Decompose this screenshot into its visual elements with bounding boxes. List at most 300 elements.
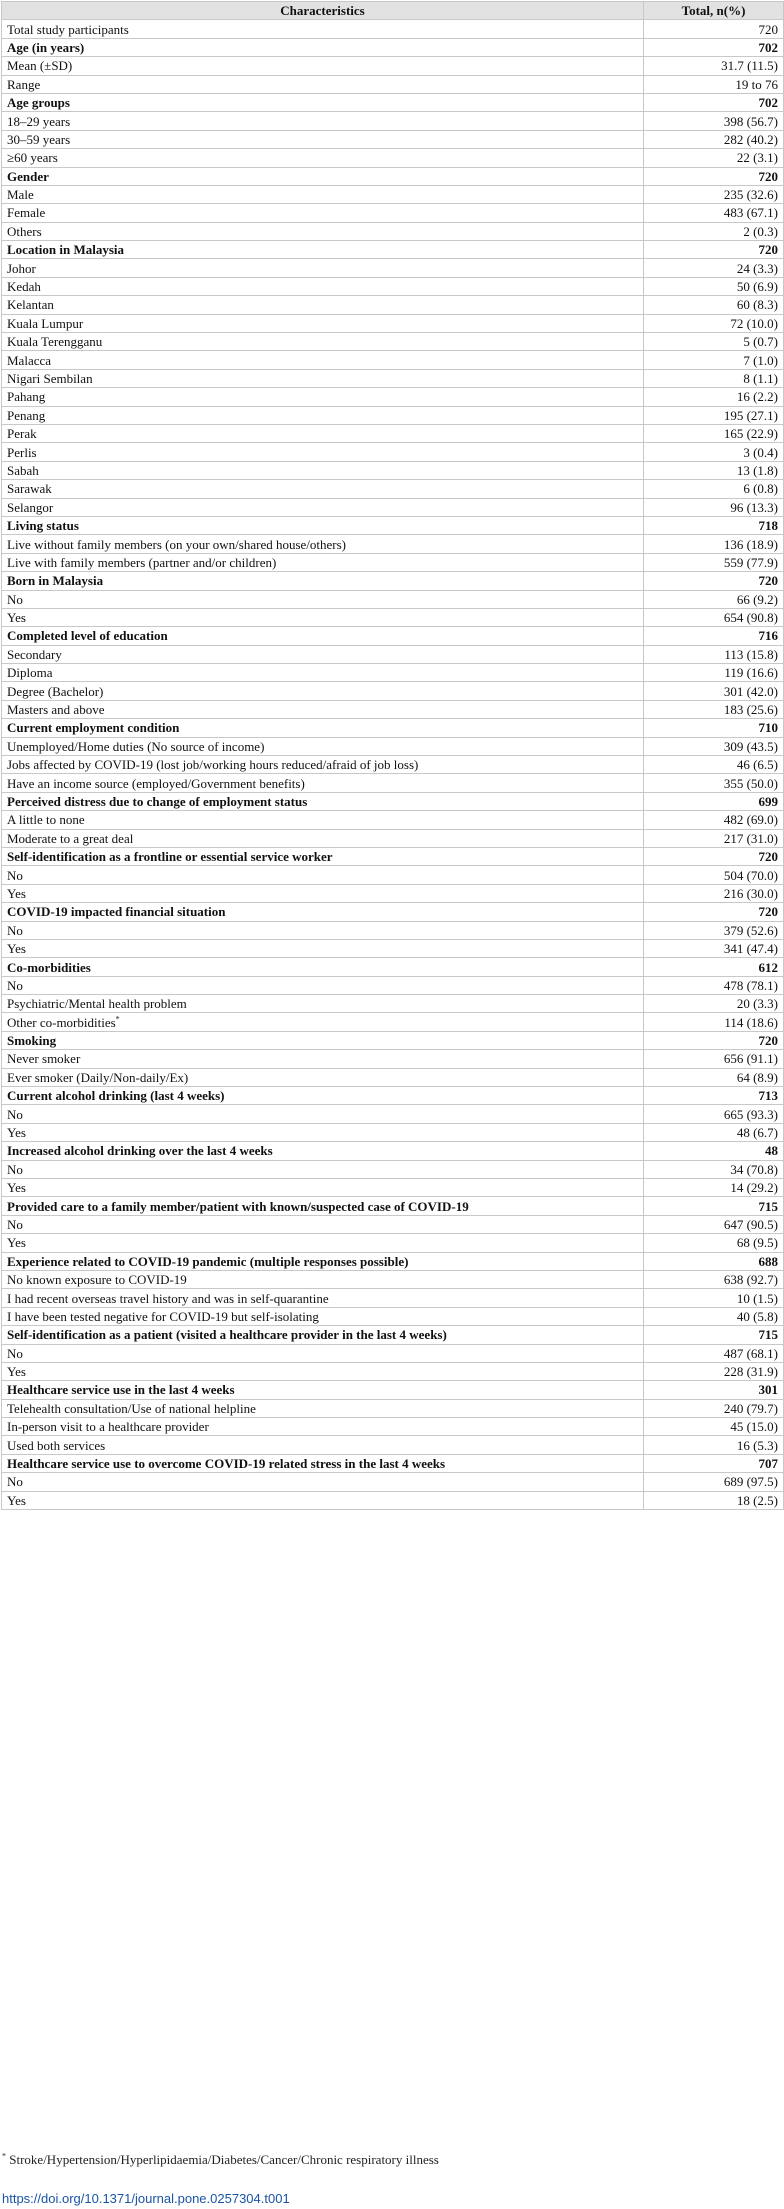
- row-label-text: Born in Malaysia: [7, 573, 104, 589]
- table-row: [2, 406, 784, 424]
- table-section-row: [2, 1197, 784, 1215]
- row-value: 715: [644, 1326, 784, 1344]
- row-value: 45 (15.0): [644, 1418, 784, 1436]
- row-label: [2, 424, 644, 442]
- row-label-text: Self-identification as a patient (visited a healthcare provider in the last 4 weeks): [7, 1327, 447, 1343]
- row-label: [2, 461, 644, 479]
- row-label: [2, 1491, 644, 1509]
- table-section-row: [2, 1381, 784, 1399]
- table-row: [2, 1013, 784, 1031]
- table-row: [2, 1436, 784, 1454]
- table-row: [2, 811, 784, 829]
- row-value: 13 (1.8): [644, 461, 784, 479]
- row-label: [2, 1473, 644, 1491]
- row-label: [2, 1142, 644, 1160]
- table-row: [2, 333, 784, 351]
- row-label-text: Smoking: [7, 1033, 57, 1049]
- row-label-text: No: [7, 591, 23, 607]
- row-label: [2, 1068, 644, 1086]
- row-label-text: No: [7, 1345, 23, 1361]
- row-label-text: Age groups: [7, 95, 70, 111]
- table-section-row: [2, 38, 784, 56]
- row-label: [2, 241, 644, 259]
- row-label-text: Live without family members (on your own/shared house/others): [7, 536, 347, 552]
- row-label-text: Yes: [7, 1235, 26, 1251]
- row-value: 60 (8.3): [644, 296, 784, 314]
- row-label: [2, 388, 644, 406]
- row-label: [2, 921, 644, 939]
- row-label: [2, 1013, 644, 1031]
- row-label-text: Female: [7, 205, 46, 221]
- row-value: 301: [644, 1381, 784, 1399]
- row-label: [2, 774, 644, 792]
- row-value: 398 (56.7): [644, 112, 784, 130]
- row-label: [2, 756, 644, 774]
- table-row: [2, 1105, 784, 1123]
- table-row: [2, 1160, 784, 1178]
- row-label-text: Telehealth consultation/Use of national helpline: [7, 1400, 256, 1416]
- row-label-text: Yes: [7, 1364, 26, 1380]
- row-label-text: Pahang: [7, 389, 46, 405]
- row-value: 3 (0.4): [644, 443, 784, 461]
- row-value: 228 (31.9): [644, 1362, 784, 1380]
- table-row: [2, 259, 784, 277]
- table-row: [2, 664, 784, 682]
- row-value: 40 (5.8): [644, 1307, 784, 1325]
- row-label: [2, 1160, 644, 1178]
- row-label-text: A little to none: [7, 812, 85, 828]
- row-value: 720: [644, 847, 784, 865]
- row-label-text: Range: [7, 76, 41, 92]
- table-section-row: [2, 958, 784, 976]
- table-row: [2, 939, 784, 957]
- row-label-text: Completed level of education: [7, 628, 168, 644]
- row-value: 654 (90.8): [644, 608, 784, 626]
- row-label: [2, 645, 644, 663]
- row-label-text: Sarawak: [7, 481, 52, 497]
- row-label: [2, 277, 644, 295]
- table-row: [2, 461, 784, 479]
- row-value: 16 (2.2): [644, 388, 784, 406]
- row-label-text: Kuala Lumpur: [7, 315, 84, 331]
- row-value: 6 (0.8): [644, 480, 784, 498]
- row-label-text: Total study participants: [7, 21, 129, 37]
- row-value: 18 (2.5): [644, 1491, 784, 1509]
- row-label: [2, 1197, 644, 1215]
- row-label-text: No: [7, 977, 23, 993]
- row-label-text: Masters and above: [7, 702, 105, 718]
- table-section-row: [2, 903, 784, 921]
- table-section-row: [2, 627, 784, 645]
- footnote-marker: *: [2, 2151, 6, 2161]
- row-label-text: Living status: [7, 518, 79, 534]
- row-label-text: Male: [7, 187, 34, 203]
- row-value: 34 (70.8): [644, 1160, 784, 1178]
- row-label-text: No: [7, 922, 23, 938]
- row-label-text: Self-identification as a frontline or essential service worker: [7, 849, 333, 865]
- row-value: 720: [644, 572, 784, 590]
- row-label: [2, 185, 644, 203]
- row-label-text: Johor: [7, 260, 36, 276]
- row-label-text: Sabah: [7, 462, 39, 478]
- row-value: 136 (18.9): [644, 535, 784, 553]
- row-label-text: Ever smoker (Daily/Non-daily/Ex): [7, 1069, 189, 1085]
- table-row: [2, 1289, 784, 1307]
- table-section-row: [2, 241, 784, 259]
- row-value: 119 (16.6): [644, 664, 784, 682]
- row-label-text: Penang: [7, 407, 46, 423]
- table-section-row: [2, 1087, 784, 1105]
- row-value: 240 (79.7): [644, 1399, 784, 1417]
- row-label-text: Yes: [7, 1492, 26, 1508]
- table-row: [2, 700, 784, 718]
- row-label: [2, 1270, 644, 1288]
- row-value: 379 (52.6): [644, 921, 784, 939]
- table-row: [2, 608, 784, 626]
- row-value: 483 (67.1): [644, 204, 784, 222]
- row-label: [2, 535, 644, 553]
- row-label-text: Psychiatric/Mental health problem: [7, 996, 187, 1012]
- row-value: 2 (0.3): [644, 222, 784, 240]
- row-label-text: No: [7, 867, 23, 883]
- row-value: 195 (27.1): [644, 406, 784, 424]
- row-label: [2, 553, 644, 571]
- row-label-text: Other co-morbidities: [7, 1014, 116, 1030]
- row-value: 715: [644, 1197, 784, 1215]
- row-label-text: 18–29 years: [7, 113, 71, 129]
- table-row: [2, 682, 784, 700]
- table-row: [2, 277, 784, 295]
- row-label-text: ≥60 years: [7, 150, 58, 166]
- row-label-text: Co-morbidities: [7, 959, 91, 975]
- table-body: [2, 20, 784, 1510]
- row-value: 702: [644, 93, 784, 111]
- row-label: [2, 1436, 644, 1454]
- row-value: 688: [644, 1252, 784, 1270]
- row-label: [2, 682, 644, 700]
- row-label: [2, 1252, 644, 1270]
- row-label: [2, 314, 644, 332]
- row-label: [2, 75, 644, 93]
- table-row: [2, 1491, 784, 1509]
- row-value: 48 (6.7): [644, 1123, 784, 1141]
- row-label: [2, 664, 644, 682]
- table-row: [2, 1399, 784, 1417]
- row-label: [2, 939, 644, 957]
- table-row: [2, 1123, 784, 1141]
- row-value: 699: [644, 792, 784, 810]
- row-label-text: Used both services: [7, 1437, 106, 1453]
- row-label: [2, 811, 644, 829]
- table-footnote: [2, 2152, 439, 2168]
- table-section-row: [2, 1142, 784, 1160]
- row-label-text: Current alcohol drinking (last 4 weeks): [7, 1088, 225, 1104]
- row-label-text: Perak: [7, 426, 37, 442]
- row-value: 10 (1.5): [644, 1289, 784, 1307]
- row-label-text: Kelantan: [7, 297, 54, 313]
- table-section-row: [2, 1326, 784, 1344]
- table-row: [2, 443, 784, 461]
- row-value: 216 (30.0): [644, 884, 784, 902]
- row-label: [2, 1105, 644, 1123]
- row-value: 656 (91.1): [644, 1050, 784, 1068]
- row-label-text: Kuala Terengganu: [7, 334, 103, 350]
- row-label-text: Age (in years): [7, 39, 85, 55]
- table-row: [2, 1307, 784, 1325]
- row-label: [2, 884, 644, 902]
- row-label-text: Experience related to COVID-19 pandemic (multiple responses possible): [7, 1253, 409, 1269]
- table-row: [2, 222, 784, 240]
- row-label: [2, 1031, 644, 1049]
- table-section-row: [2, 719, 784, 737]
- row-value: 647 (90.5): [644, 1215, 784, 1233]
- table-section-row: [2, 572, 784, 590]
- row-label-text: No: [7, 1161, 23, 1177]
- row-label-text: Malacca: [7, 352, 52, 368]
- table-row: [2, 424, 784, 442]
- row-value: 665 (93.3): [644, 1105, 784, 1123]
- row-label: [2, 20, 644, 38]
- table-row: [2, 590, 784, 608]
- row-label: [2, 112, 644, 130]
- row-label-text: Gender: [7, 168, 49, 184]
- row-label: [2, 1123, 644, 1141]
- table-section-row: [2, 847, 784, 865]
- row-label-text: I had recent overseas travel history and was in self-quarantine: [7, 1290, 329, 1306]
- row-label-text: Moderate to a great deal: [7, 830, 134, 846]
- row-label-text: No: [7, 1106, 23, 1122]
- row-value: 24 (3.3): [644, 259, 784, 277]
- row-label: [2, 1087, 644, 1105]
- row-label: [2, 296, 644, 314]
- row-value: 217 (31.0): [644, 829, 784, 847]
- row-label: [2, 222, 644, 240]
- table-row: [2, 866, 784, 884]
- doi-link[interactable]: https://doi.org/10.1371/journal.pone.0257304.t001: [2, 2191, 290, 2206]
- row-value: 64 (8.9): [644, 1068, 784, 1086]
- row-label: [2, 406, 644, 424]
- row-value: 482 (69.0): [644, 811, 784, 829]
- table-row: [2, 1215, 784, 1233]
- row-value: 301 (42.0): [644, 682, 784, 700]
- row-label: [2, 259, 644, 277]
- row-label-text: I have been tested negative for COVID-19 but self-isolating: [7, 1308, 319, 1324]
- row-label: [2, 1381, 644, 1399]
- row-value: 96 (13.3): [644, 498, 784, 516]
- header-total: Total, n(%): [644, 2, 784, 20]
- row-value: 72 (10.0): [644, 314, 784, 332]
- table-row: [2, 884, 784, 902]
- table-row: [2, 480, 784, 498]
- row-value: 68 (9.5): [644, 1234, 784, 1252]
- row-value: 19 to 76: [644, 75, 784, 93]
- row-label-text: Selangor: [7, 499, 54, 515]
- table-row: [2, 185, 784, 203]
- row-label: [2, 627, 644, 645]
- table-row: [2, 1270, 784, 1288]
- row-label-text: COVID-19 impacted financial situation: [7, 904, 226, 920]
- row-label-text: Others: [7, 223, 42, 239]
- row-label-text: Unemployed/Home duties (No source of income): [7, 738, 265, 754]
- row-value: 309 (43.5): [644, 737, 784, 755]
- row-value: 707: [644, 1454, 784, 1472]
- table-section-row: [2, 1031, 784, 1049]
- row-value: 20 (3.3): [644, 995, 784, 1013]
- row-value: 504 (70.0): [644, 866, 784, 884]
- row-value: 341 (47.4): [644, 939, 784, 957]
- table-row: [2, 535, 784, 553]
- row-value: 5 (0.7): [644, 333, 784, 351]
- table-row: [2, 774, 784, 792]
- table-row: [2, 1068, 784, 1086]
- table-row: [2, 369, 784, 387]
- table-row: [2, 1473, 784, 1491]
- row-label: [2, 958, 644, 976]
- row-label: [2, 1326, 644, 1344]
- row-label: [2, 480, 644, 498]
- table-row: [2, 1234, 784, 1252]
- row-value: 720: [644, 903, 784, 921]
- table-section-row: [2, 93, 784, 111]
- table-row: [2, 976, 784, 994]
- table-row: [2, 1050, 784, 1068]
- row-label: [2, 737, 644, 755]
- row-label: [2, 1418, 644, 1436]
- row-label: [2, 498, 644, 516]
- table-row: [2, 1179, 784, 1197]
- table-row: [2, 130, 784, 148]
- row-label: [2, 38, 644, 56]
- row-label: [2, 866, 644, 884]
- row-value: 22 (3.1): [644, 149, 784, 167]
- row-label-text: No: [7, 1474, 23, 1490]
- table-row: [2, 1418, 784, 1436]
- row-label: [2, 1179, 644, 1197]
- row-label-text: Location in Malaysia: [7, 242, 125, 258]
- row-label: [2, 167, 644, 185]
- row-label-text: Kedah: [7, 279, 41, 295]
- row-value: 720: [644, 20, 784, 38]
- row-label: [2, 351, 644, 369]
- table-row: [2, 204, 784, 222]
- table-row: [2, 829, 784, 847]
- row-value: 16 (5.3): [644, 1436, 784, 1454]
- table-row: [2, 1344, 784, 1362]
- footnote-reference: *: [115, 1014, 120, 1024]
- row-value: 713: [644, 1087, 784, 1105]
- row-label: [2, 829, 644, 847]
- row-value: 559 (77.9): [644, 553, 784, 571]
- row-value: 14 (29.2): [644, 1179, 784, 1197]
- row-value: 46 (6.5): [644, 756, 784, 774]
- row-label-text: Healthcare service use in the last 4 weeks: [7, 1382, 235, 1398]
- row-label-text: No: [7, 1216, 23, 1232]
- row-label: [2, 130, 644, 148]
- row-label-text: Healthcare service use to overcome COVID-19 related stress in the last 4 weeks: [7, 1456, 446, 1472]
- row-label: [2, 149, 644, 167]
- row-label-text: Have an income source (employed/Government benefits): [7, 775, 305, 791]
- row-label: [2, 719, 644, 737]
- row-value: 8 (1.1): [644, 369, 784, 387]
- row-label-text: Jobs affected by COVID-19 (lost job/working hours reduced/afraid of job loss): [7, 757, 419, 773]
- row-label: [2, 1215, 644, 1233]
- row-label-text: Nigari Sembilan: [7, 371, 93, 386]
- table-section-row: [2, 516, 784, 534]
- row-label-text: Increased alcohol drinking over the last 4 weeks: [7, 1143, 273, 1159]
- row-value: 689 (97.5): [644, 1473, 784, 1491]
- row-label: [2, 572, 644, 590]
- footnote-text: Stroke/Hypertension/Hyperlipidaemia/Diabetes/Cancer/Chronic respiratory illness: [9, 2152, 439, 2167]
- row-value: 710: [644, 719, 784, 737]
- table-row: [2, 995, 784, 1013]
- table-row: [2, 314, 784, 332]
- table-header-row: [2, 2, 784, 20]
- row-label-text: Never smoker: [7, 1051, 81, 1067]
- row-label-text: No known exposure to COVID-19: [7, 1272, 187, 1288]
- table-container: [1, 1, 783, 1510]
- row-label-text: Yes: [7, 941, 26, 957]
- table-row: [2, 149, 784, 167]
- row-label: [2, 516, 644, 534]
- row-label-text: Diploma: [7, 665, 53, 681]
- table-row: [2, 75, 784, 93]
- characteristics-table: [1, 1, 784, 1510]
- row-label-text: Live with family members (partner and/or children): [7, 554, 277, 570]
- row-label: [2, 903, 644, 921]
- row-value: 66 (9.2): [644, 590, 784, 608]
- row-value: 720: [644, 167, 784, 185]
- row-label: [2, 57, 644, 75]
- row-value: 355 (50.0): [644, 774, 784, 792]
- row-label: [2, 1307, 644, 1325]
- table-row: [2, 388, 784, 406]
- row-value: 113 (15.8): [644, 645, 784, 663]
- table-row: [2, 1362, 784, 1380]
- row-value: 612: [644, 958, 784, 976]
- row-label: [2, 93, 644, 111]
- row-value: 114 (18.6): [644, 1013, 784, 1031]
- row-value: 183 (25.6): [644, 700, 784, 718]
- table-row: [2, 112, 784, 130]
- header-characteristics: Characteristics: [2, 2, 644, 20]
- row-label-text: Yes: [7, 885, 26, 901]
- table-row: [2, 756, 784, 774]
- row-value: 165 (22.9): [644, 424, 784, 442]
- row-label: [2, 1344, 644, 1362]
- row-label: [2, 1289, 644, 1307]
- table-row: [2, 737, 784, 755]
- row-label: [2, 333, 644, 351]
- row-value: 48: [644, 1142, 784, 1160]
- row-label: [2, 700, 644, 718]
- row-label: [2, 1234, 644, 1252]
- table-section-row: [2, 792, 784, 810]
- row-label-text: Yes: [7, 1125, 26, 1141]
- row-label-text: Yes: [7, 1180, 26, 1196]
- table-row: [2, 20, 784, 38]
- row-value: 718: [644, 516, 784, 534]
- row-label-text: Current employment condition: [7, 720, 180, 736]
- row-label: [2, 1362, 644, 1380]
- table-row: [2, 921, 784, 939]
- row-label: [2, 847, 644, 865]
- table-row: [2, 296, 784, 314]
- row-value: 638 (92.7): [644, 1270, 784, 1288]
- row-value: 716: [644, 627, 784, 645]
- row-value: 7 (1.0): [644, 351, 784, 369]
- row-label-text: Degree (Bachelor): [7, 683, 104, 699]
- row-label: [2, 204, 644, 222]
